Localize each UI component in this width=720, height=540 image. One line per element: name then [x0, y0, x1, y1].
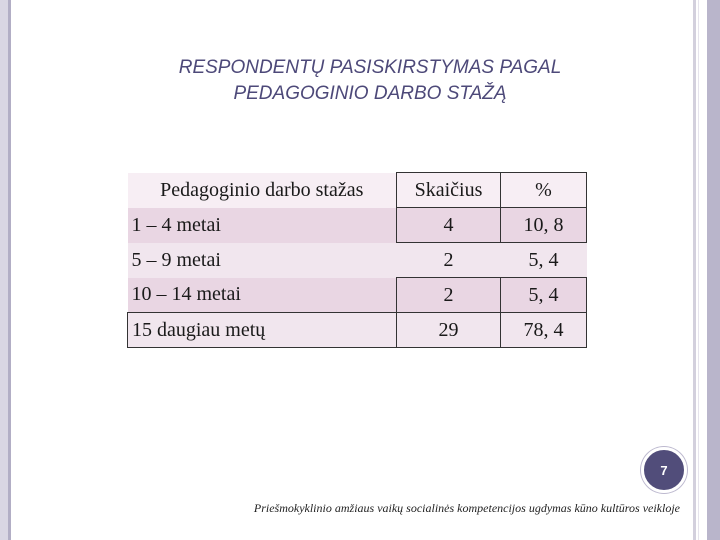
experience-table: [127, 172, 587, 348]
slide-title-line-1: RESPONDENTŲ PASISKIRSTYMAS PAGAL: [178, 57, 562, 78]
table-row: [128, 208, 587, 243]
table-row: [128, 243, 587, 278]
slide-footer: Priešmokyklinio amžiaus vaikų socialinės kompetencijos ugdymas kūno kultūros veikloje: [253, 501, 680, 515]
table-row: [128, 278, 587, 313]
row-percent: 5, 4: [501, 278, 587, 313]
row-count: 29: [397, 313, 501, 348]
row-experience: 15 daugiau metų: [128, 313, 397, 348]
right-decor-line-thin: [698, 0, 699, 540]
row-percent: 78, 4: [501, 313, 587, 348]
header-experience: Pedagoginio darbo stažas: [128, 173, 397, 208]
page-number-badge: [641, 447, 687, 493]
row-experience: 10 – 14 metai: [128, 278, 397, 313]
right-decor-stripe: [707, 0, 720, 540]
header-percent: %: [501, 173, 587, 208]
row-count: 4: [397, 208, 501, 243]
row-count: 2: [397, 243, 501, 278]
table-header-row: [128, 173, 587, 208]
page-number: 7: [660, 462, 668, 478]
row-percent: 5, 4: [501, 243, 587, 278]
row-percent: 10, 8: [501, 208, 587, 243]
slide-title-line-2: PEDAGOGINIO DARBO STAŽĄ: [233, 83, 507, 104]
right-decor-line: [693, 0, 696, 540]
header-count: Skaičius: [397, 173, 501, 208]
row-experience: 1 – 4 metai: [128, 208, 397, 243]
slide-title: [100, 55, 640, 107]
table-row: [128, 313, 587, 348]
row-count: 2: [397, 278, 501, 313]
left-decor-line: [8, 0, 11, 540]
row-experience: 5 – 9 metai: [128, 243, 397, 278]
left-decor-stripe: [0, 0, 8, 540]
